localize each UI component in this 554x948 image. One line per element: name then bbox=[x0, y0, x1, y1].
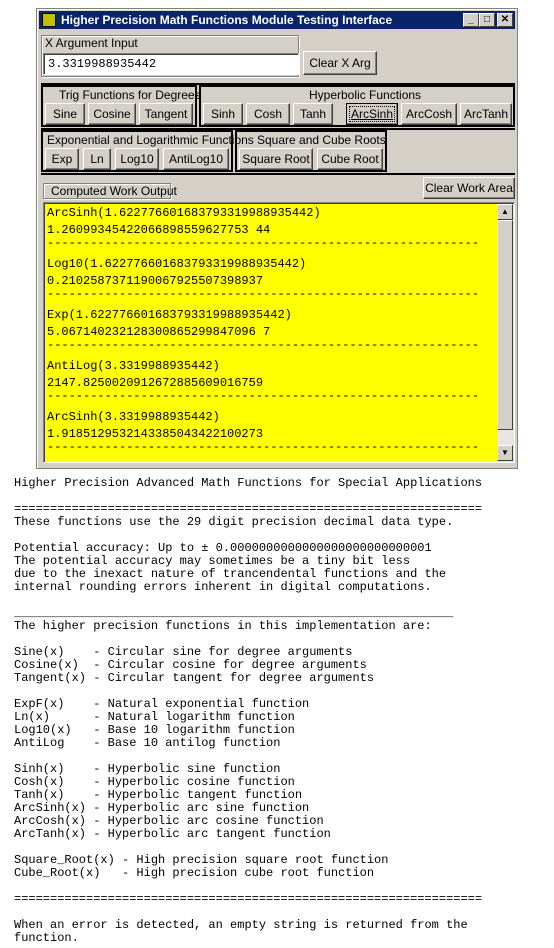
arcsinh-button-label: ArcSinh bbox=[350, 107, 394, 121]
clear-work-area-button[interactable]: Clear Work Area bbox=[423, 177, 515, 199]
cosine-button[interactable]: Cosine bbox=[88, 103, 136, 125]
doc-line: Cosine(x) - Circular cosine for degree arguments bbox=[14, 658, 367, 672]
documentation-text bbox=[14, 477, 548, 945]
entry-expression: ArcSinh(1.62277660168379331998893544​2) bbox=[47, 206, 321, 220]
sine-button[interactable]: Sine bbox=[45, 103, 85, 125]
clear-x-arg-button[interactable]: Clear X Arg bbox=[303, 51, 377, 75]
scroll-up-arrow-icon[interactable]: ▲ bbox=[497, 204, 513, 220]
doc-line: ================================================================= bbox=[14, 892, 483, 906]
ln-button[interactable]: Ln bbox=[83, 148, 111, 170]
entry-separator: ------------------------------------------------------------ bbox=[47, 239, 480, 250]
entry-result: 0.2102587371190067925507398937 bbox=[47, 274, 264, 288]
doc-line: ArcSinh(x) - Hyperbolic arc sine function bbox=[14, 801, 310, 815]
window-title: Higher Precision Math Functions Module Testing Interface bbox=[61, 13, 393, 27]
title-bar[interactable] bbox=[39, 11, 515, 29]
doc-line: Tanh(x) - Hyperbolic tangent function bbox=[14, 788, 303, 802]
doc-line: Sine(x) - Circular sine for degree arguments bbox=[14, 645, 353, 659]
entry-separator: ------------------------------------------------------------ bbox=[47, 443, 480, 454]
app-icon bbox=[42, 13, 56, 27]
entry-result: 5.067140232128300865299847096 7 bbox=[47, 325, 271, 339]
sinh-button[interactable]: Sinh bbox=[203, 103, 243, 125]
entry-separator: ------------------------------------------------------------ bbox=[47, 290, 480, 301]
entry-result: 1.26099345422066898559627753 44 bbox=[47, 223, 271, 237]
output-entry bbox=[46, 358, 498, 409]
arccosh-button[interactable]: ArcCosh bbox=[401, 103, 457, 125]
maximize-button[interactable]: □ bbox=[479, 13, 495, 27]
doc-line: AntiLog - Base 10 antilog function bbox=[14, 736, 281, 750]
doc-line: These functions use the 29 digit precision decimal data type. bbox=[14, 515, 454, 529]
vertical-scrollbar[interactable] bbox=[497, 204, 513, 461]
doc-line: Tangent(x) - Circular tangent for degree arguments bbox=[14, 671, 375, 685]
work-output-area[interactable] bbox=[43, 202, 515, 463]
x-argument-input[interactable]: 3.3319988935442 bbox=[43, 53, 299, 75]
output-entry bbox=[46, 256, 498, 307]
doc-line: Potential accuracy: Up to ± 0.0000000000000000000000000001 bbox=[14, 541, 432, 555]
divider bbox=[41, 173, 515, 175]
output-label: Computed Work Output bbox=[51, 184, 177, 198]
cosh-button[interactable]: Cosh bbox=[246, 103, 290, 125]
doc-line: Cosh(x) - Hyperbolic cosine function bbox=[14, 775, 295, 789]
trig-group-title: Trig Functions for Degrees bbox=[59, 88, 201, 102]
doc-line: The higher precision functions in this implementation are: bbox=[14, 619, 432, 633]
entry-expression: ArcSinh(3.3319988935442) bbox=[47, 410, 220, 424]
entry-separator: ------------------------------------------------------------ bbox=[47, 341, 480, 352]
roots-group-title: Square and Cube Roots bbox=[257, 133, 386, 147]
argument-label: X Argument Input bbox=[45, 36, 138, 50]
entry-result: 1.9185129532143385043422100273 bbox=[47, 427, 264, 441]
entry-expression: AntiLog(3.3319988935442) bbox=[47, 359, 220, 373]
log10-button[interactable]: Log10 bbox=[115, 148, 159, 170]
arcsinh-button[interactable] bbox=[346, 103, 398, 125]
entry-separator: ------------------------------------------------------------ bbox=[47, 392, 480, 403]
entry-result: 2147.8250020912672885609016759 bbox=[47, 376, 264, 390]
doc-line: due to the inexact nature of trancendental functions and the bbox=[14, 567, 447, 581]
arctanh-button[interactable]: ArcTanh bbox=[460, 103, 512, 125]
scroll-down-arrow-icon[interactable]: ▼ bbox=[497, 445, 513, 461]
entry-expression: Log10(1.622776601683793319988935442) bbox=[47, 257, 307, 271]
doc-line: ArcTanh(x) - Hyperbolic arc tangent function bbox=[14, 827, 331, 841]
app-window bbox=[36, 8, 518, 469]
doc-line: Ln(x) - Natural logarithm function bbox=[14, 710, 295, 724]
work-output-text bbox=[46, 205, 498, 460]
tangent-button[interactable]: Tangent bbox=[139, 103, 193, 125]
antilog10-button[interactable]: AntiLog10 bbox=[163, 148, 229, 170]
output-entry bbox=[46, 205, 498, 256]
minimize-button[interactable]: _ bbox=[463, 13, 479, 27]
entry-expression: Exp(1.622776601683793319988935442) bbox=[47, 308, 292, 322]
explog-group-title: Exponential and Logarithmic Functions bbox=[47, 133, 254, 147]
doc-line: Sinh(x) - Hyperbolic sine function bbox=[14, 762, 281, 776]
square-root-button[interactable]: Square Root bbox=[239, 148, 313, 170]
close-button[interactable]: ✕ bbox=[497, 13, 513, 27]
doc-line: internal rounding errors inherent in digital computations. bbox=[14, 580, 432, 594]
output-entry bbox=[46, 307, 498, 358]
tanh-button[interactable]: Tanh bbox=[293, 103, 333, 125]
doc-line: The potential accuracy may sometimes be a tiny bit less bbox=[14, 554, 411, 568]
scroll-thumb[interactable] bbox=[497, 220, 513, 430]
hyperbolic-group-title: Hyperbolic Functions bbox=[309, 88, 422, 102]
doc-line: Cube_Root(x) - High precision cube root function bbox=[14, 866, 375, 880]
doc-line: ArcCosh(x) - Hyperbolic arc cosine function bbox=[14, 814, 324, 828]
doc-line: Square_Root(x) - High precision square root function bbox=[14, 853, 389, 867]
doc-line: Higher Precision Advanced Math Functions for Special Applications bbox=[14, 476, 483, 490]
doc-line: _____________________________________________________________ bbox=[14, 606, 454, 620]
doc-line: ExpF(x) - Natural exponential function bbox=[14, 697, 310, 711]
doc-line: Log10(x) - Base 10 logarithm function bbox=[14, 723, 295, 737]
doc-line: ================================================================= bbox=[14, 502, 483, 516]
doc-line: function. bbox=[14, 931, 79, 945]
cube-root-button[interactable]: Cube Root bbox=[317, 148, 383, 170]
exp-button[interactable]: Exp bbox=[45, 148, 79, 170]
doc-line: When an error is detected, an empty string is returned from the bbox=[14, 918, 468, 932]
output-entry bbox=[46, 409, 498, 460]
